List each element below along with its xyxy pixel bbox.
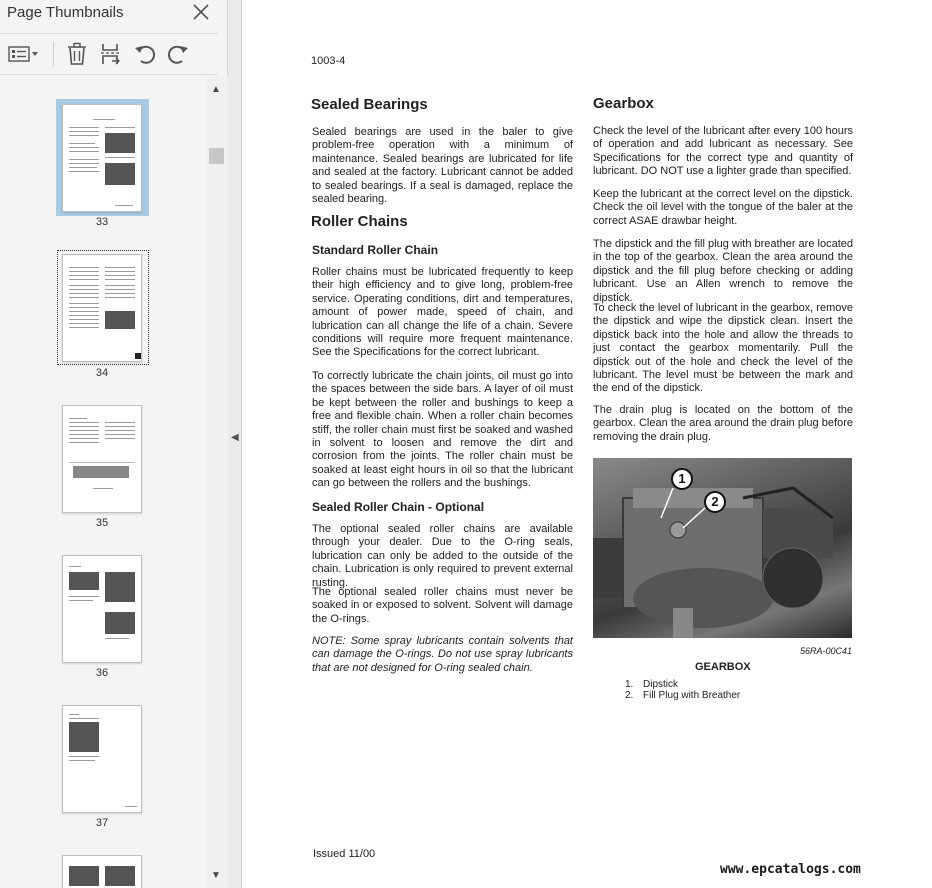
- standard-roller-chain-p1: Roller chains must be lubricated frequently to keep their high efficiency and to give long, problem-free service. Operating conditions, dirt and temperatures, amount of power made, speed of chain, and lubrication can all change the life of a chain. Severe conditions will require more frequent maintenance. See the Specifications for the correct lubricant.: [312, 266, 573, 359]
- gearbox-p1: Check the level of the lubricant after every 100 hours of operation and add lubricant as necessary. See Specifications for the correct type and quantity of lubricant. DO NOT use a lighter grade than specified.: [593, 125, 853, 178]
- page-thumbnails-panel: [0, 0, 228, 888]
- toolbar-divider: [53, 42, 54, 66]
- gearbox-photo: [593, 458, 852, 638]
- panel-title: Page Thumbnails: [7, 4, 124, 21]
- collapse-panel-icon[interactable]: ◀: [231, 432, 239, 443]
- figure-title: GEARBOX: [695, 661, 751, 673]
- panel-collapse-strip[interactable]: [228, 0, 242, 888]
- page-id: 1003-4: [311, 55, 346, 67]
- page-footer: Issued 11/00: [313, 848, 376, 860]
- document-page: [243, 0, 932, 888]
- page-thumbnail-36[interactable]: [62, 555, 142, 663]
- page-thumbnail-35[interactable]: [62, 405, 142, 513]
- close-icon[interactable]: [191, 2, 211, 22]
- extract-pages-icon[interactable]: [99, 42, 123, 66]
- standard-roller-chain-p2: To correctly lubricate the chain joints, oil must go into the spaces between the side bars. A layer of oil must be kept between the roller and bushings to keep a free and flexible chain. When a roller chain becomes stiff, the roller chain must first be soaked and washed in solvent to loosen and remove the dirt and corrosion from the joints. The roller chain must be soaked at least eight hours in oil so that the lubricant can go between the rollers and the bushings.: [312, 370, 573, 490]
- legend-2-number: 2.: [625, 690, 634, 701]
- gearbox-p3: The dipstick and the fill plug with breather are located in the top of the gearbox. Clean the area around the dipstick and the fill plug before checking or adding lubricant. Use an Allen wrench to remove the dipstick.: [593, 238, 853, 304]
- callout-1: 1: [671, 468, 693, 490]
- page-thumbnail-33[interactable]: [62, 104, 142, 212]
- sealed-roller-chain-p2: The optional sealed roller chains must never be soaked in or exposed to solvent. Solvent will damage the O-rings.: [312, 586, 573, 625]
- thumbnail-scrollbar[interactable]: [206, 76, 228, 888]
- heading-sealed-bearings: Sealed Bearings: [311, 96, 428, 113]
- page-thumbnail-34[interactable]: [62, 254, 142, 362]
- legend-2: Fill Plug with Breather: [643, 690, 741, 701]
- page-number: 37: [95, 817, 109, 829]
- page-number: 33: [95, 216, 109, 228]
- scrollbar-thumb[interactable]: [209, 148, 224, 164]
- watermark-text: www.epcatalogs.com: [720, 862, 861, 877]
- gearbox-p4: To check the level of lubricant in the gearbox, remove the dipstick and wipe the dipstick clean. Insert the dipstick back into the hole and allow the threads to just contact the gearbox momentarily. Pull the dipstick out of the hole and check the level of the lubricant. The level must be between the mark and the end of the dipstick.: [593, 302, 853, 395]
- page-number: 36: [95, 667, 109, 679]
- legend-1-number: 1.: [625, 679, 634, 690]
- heading-standard-roller-chain: Standard Roller Chain: [312, 243, 439, 257]
- page-number: 34: [95, 367, 109, 379]
- heading-roller-chains: Roller Chains: [311, 213, 408, 230]
- rotate-counterclockwise-icon[interactable]: [133, 42, 157, 66]
- scroll-up-icon[interactable]: ▲: [211, 84, 221, 95]
- gearbox-p5: The drain plug is located on the bottom of the gearbox. Clean the area around the drain plug before removing the drain plug.: [593, 404, 853, 443]
- trash-icon[interactable]: [66, 42, 88, 66]
- thumbnail-list: [0, 76, 206, 888]
- scroll-down-icon[interactable]: ▼: [211, 870, 221, 881]
- sealed-roller-chain-p1: The optional sealed roller chains are available through your dealer. Due to the O-ring seals, lubrication can only be added to the outside of the chain. Lubrication is only required to prevent external rusting.: [312, 523, 573, 589]
- legend-1: Dipstick: [643, 679, 679, 690]
- panel-header: [0, 0, 228, 32]
- page-thumbnail-37[interactable]: [62, 705, 142, 813]
- thumbnail-options-icon[interactable]: [8, 42, 40, 66]
- callout-2: 2: [704, 491, 726, 513]
- note-text: NOTE: Some spray lubricants contain solvents that can damage the O-rings. Do not use spray lubricants that are not designed for O-ring sealed chain.: [312, 635, 573, 674]
- gearbox-illustration: [593, 458, 852, 638]
- photo-code: 56RA-00C41: [800, 646, 853, 656]
- sealed-bearings-text: Sealed bearings are used in the baler to give problem-free operation with a minimum of maintenance. Sealed bearings are lubricated for life and sealed at the factory. Lubricant cannot be added to sealed bearings. If a seal is damaged, replace the sealed bearing.: [312, 126, 573, 206]
- gearbox-p2: Keep the lubricant at the correct level on the dipstick. Check the oil level with the tongue of the baler at the correct ASAE drawbar height.: [593, 188, 853, 227]
- rotate-clockwise-icon[interactable]: [166, 42, 190, 66]
- thumbnail-toolbar: [0, 33, 218, 75]
- page-number: 35: [95, 517, 109, 529]
- heading-sealed-roller-chain: Sealed Roller Chain - Optional: [312, 500, 485, 514]
- heading-gearbox: Gearbox: [593, 95, 654, 112]
- page-thumbnail-38[interactable]: [62, 855, 142, 888]
